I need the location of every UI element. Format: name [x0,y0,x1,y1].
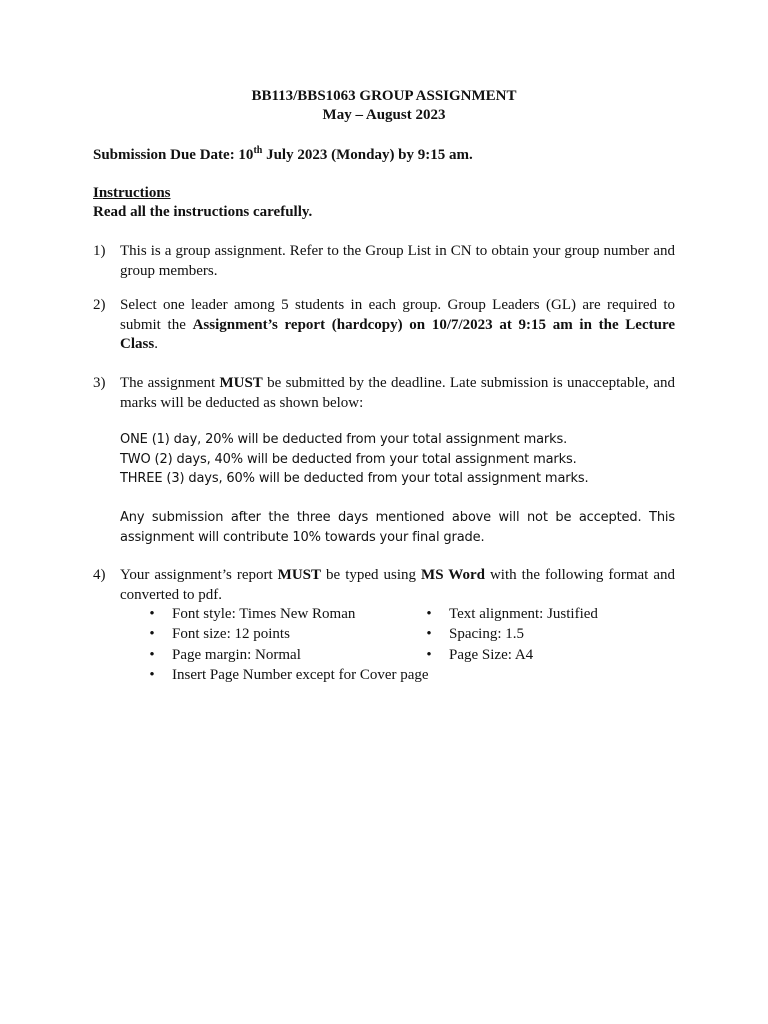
penalty-list [120,430,675,489]
bullet-text: Page Size: A4 [449,647,534,663]
instructions-heading: Instructions [93,185,171,201]
bullet-icon: • [149,606,155,622]
bullet-text: Page margin: Normal [172,647,301,663]
item-text: This is a group assignment. Refer to the Group List in CN to obtain your group number and group members. [120,243,675,279]
bullet-text: Font size: 12 points [172,626,290,642]
item-text-bold: MUST [277,567,322,583]
bullet-icon: • [149,667,155,683]
item-text-end: be submitted by the deadline. Late submission is unacceptable, and marks will be deducted as shown below: [120,375,675,411]
due-date-superscript: th [253,145,263,156]
bullet-text: Text alignment: Justified [449,606,598,622]
penalty-line-one-day: ONE (1) day, 20% will be deducted from your total assignment marks. [120,432,568,447]
item-text-plain: Select one leader among 5 students in each group. Group Leaders (GL) are required to submit the [120,297,675,333]
item-text [120,296,675,355]
item-text-end: with the following format and converted to pdf. [120,567,675,603]
penalty-line-two-days: TWO (2) days, 40% will be deducted from your total assignment marks. [120,451,577,467]
late-submission-note: Any submission after the three days mentioned above will not be accepted. This assignment will contribute 10% towards your final grade. [120,510,675,545]
submission-due-date [93,146,473,166]
bullet-icon: • [426,626,432,642]
bullet-icon: • [149,626,155,642]
document-title: BB113/BBS1063 GROUP ASSIGNMENT [251,88,517,104]
item-text-bold: MUST [219,375,263,391]
item-text-end: . [154,336,158,352]
instructions-subheading: Read all the instructions carefully. [93,204,313,220]
bullet-text: Insert Page Number except for Cover page [172,667,429,683]
item-number: 4) [93,567,106,583]
penalty-line-three-days: THREE (3) days, 60% will be deducted from your total assignment marks. [120,471,589,486]
bullet-icon: • [426,647,432,663]
due-date-suffix: July 2023 (Monday) by 9:15 am. [262,147,473,163]
item-text-plain: be typed using [321,567,422,583]
due-date-prefix: Submission Due Date: 10 [93,147,254,163]
document-period: May – August 2023 [322,107,446,123]
item-text-bold: Assignment’s report (hardcopy) on 10/7/2023 at 9:15 am in the Lecture Class [120,316,676,352]
item-text-plain: Your assignment’s report [120,567,278,583]
bullet-icon: • [426,606,432,622]
item-number: 1) [93,243,106,259]
item-text-bold: MS Word [421,567,485,583]
bullet-text: Font style: Times New Roman [172,606,356,622]
item-number: 2) [93,297,106,313]
item-text [120,374,675,413]
bullet-icon: • [149,647,155,663]
item-text [120,566,675,605]
bullet-text: Spacing: 1.5 [449,626,524,642]
item-number: 3) [93,375,106,391]
item-text-plain: The assignment [120,375,220,391]
